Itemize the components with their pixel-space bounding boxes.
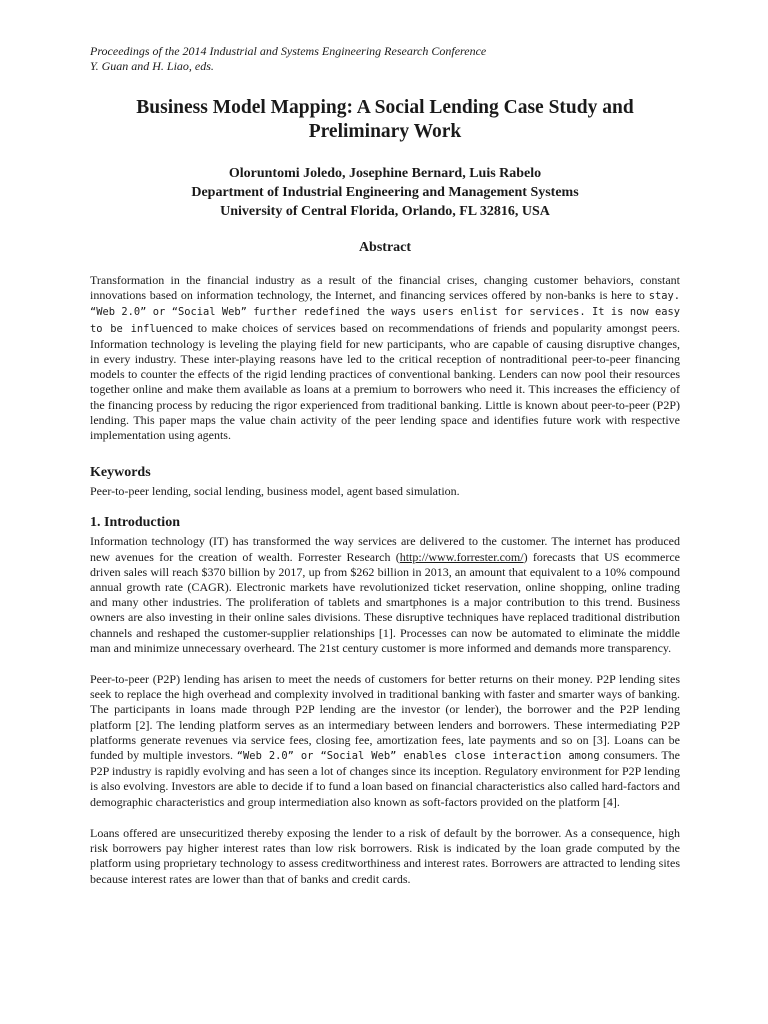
author-university: University of Central Florida, Orlando, FL 32816, USA bbox=[220, 204, 550, 219]
abstract-text bbox=[90, 273, 680, 443]
forrester-link[interactable]: http://www.forrester.com/ bbox=[399, 549, 524, 564]
intro-p2-part-b: consumers. The P2P industry is rapidly evolving and has seen a lot of changes since its inception. Regulatory environment for P2P lending is also evolving. Investors are able to decide if to fund a loan based on financial characteristics also called hard-factors and demographic characteristics and group intermediation also known as soft-factors provided on the platform [4]. bbox=[90, 748, 681, 809]
abstract-text-part-b: to make choices of services based on recommendations of friends and popularity amongst peers. Information technology is leveling the playing field for new participants, who are capable of causing disruptive changes, in every industry. These inter-playing reasons have led to the critical reception of nontraditional peer-to-peer financing models to counter the effects of the rigid lending practices of conventional banking. Lenders can now pool their resources together online and make them available as loans at a premium to borrowers who need it. This increases the efficiency of the financing process by reducing the rigor experienced from traditional banking. Little is known about peer-to-peer (P2P) lending. This paper maps the value chain activity of the peer lending space and identifies future work with respective implementation using agents. bbox=[90, 320, 680, 443]
author-names: Oloruntomi Joledo, Josephine Bernard, Luis Rabelo bbox=[228, 166, 542, 181]
author-department: Department of Industrial Engineering and Management Systems bbox=[191, 185, 579, 200]
title-line-1: Business Model Mapping: A Social Lending Case Study and bbox=[136, 97, 634, 118]
author-block bbox=[90, 164, 680, 221]
abstract-heading: Abstract bbox=[358, 240, 412, 255]
abstract-text-mono: stay. “Web 2.0” or “Social Web” further redefined the ways users enlist for services. It is now easy to be influenced bbox=[90, 290, 680, 335]
intro-p2-part-a: Peer-to-peer (P2P) lending has arisen to meet the needs of customers for better returns on their money. P2P lending sites seek to replace the high overhead and complexity involved in traditional banking with faster and smarter ways of banking. The participants in loans made through P2P lending are the investor (or lender), the borrower and the P2P lending platform [2]. The lending platform serves as an intermediary between lenders and borrowers. These intermediating P2P platforms generate revenues via service fees, closing fee, amortization fees, late payments and so on [3]. Loans can be funded by multiple investors. bbox=[90, 672, 680, 763]
introduction-heading: 1. Introduction bbox=[90, 515, 180, 531]
editors-line: Y. Guan and H. Liao, eds. bbox=[90, 59, 214, 73]
title-line-2: Preliminary Work bbox=[308, 121, 462, 142]
intro-paragraph-2 bbox=[90, 672, 680, 810]
keywords-heading: Keywords bbox=[90, 465, 151, 481]
intro-p2-mono: “Web 2.0” or “Social Web” enables close interaction among bbox=[236, 750, 600, 763]
intro-p1-part-b: ) forecasts that US ecommerce driven sales will reach $370 billion by 2017, up from $262 billion in 2013, an amount that equivalent to a 10% compound annual growth rate (CAGR). Electronic markets have revolutionized ticket reservation, online shopping, online trading and many other industries. The proliferation of tablets and smartphones is a major contribution to this trend. Business owners are also investing in their online sales divisions. These disruptive techniques have replaced traditional distribution channels and reshaped the customer-supplier relationships [1]. Processes can now be automated to eliminate the middle man and minimize unnecessary overheard. The 21st century customer is more informed and demands more transparency. bbox=[90, 549, 680, 655]
paper-title bbox=[90, 96, 680, 144]
keywords-text: Peer-to-peer lending, social lending, business model, agent based simulation. bbox=[90, 484, 460, 499]
abstract-text-part-a: Transformation in the financial industry as a result of the financial crises, changing customer behaviors, constant innovations based on information technology, the Internet, and financing services offered by non-banks is here to bbox=[90, 273, 680, 303]
paper-page bbox=[90, 44, 680, 887]
conference-header: Proceedings of the 2014 Industrial and Systems Engineering Research Conference bbox=[90, 44, 487, 58]
intro-paragraph-1 bbox=[90, 534, 680, 656]
intro-p1-part-a: Information technology (IT) has transformed the way services are delivered to the customer. The internet has produced new avenues for the creation of wealth. Forrester Research ( bbox=[90, 534, 680, 564]
intro-paragraph-3: Loans offered are unsecuritized thereby exposing the lender to a risk of default by the borrower. As a consequence, high risk borrowers pay higher interest rates than low risk borrowers. Risk is indicated by the loan grade computed by the platform using proprietary technology to assess creditworthiness and interest rates. Borrowers are attracted to lending sites because interest rates are lower than that of banks and credit cards. bbox=[90, 825, 680, 886]
